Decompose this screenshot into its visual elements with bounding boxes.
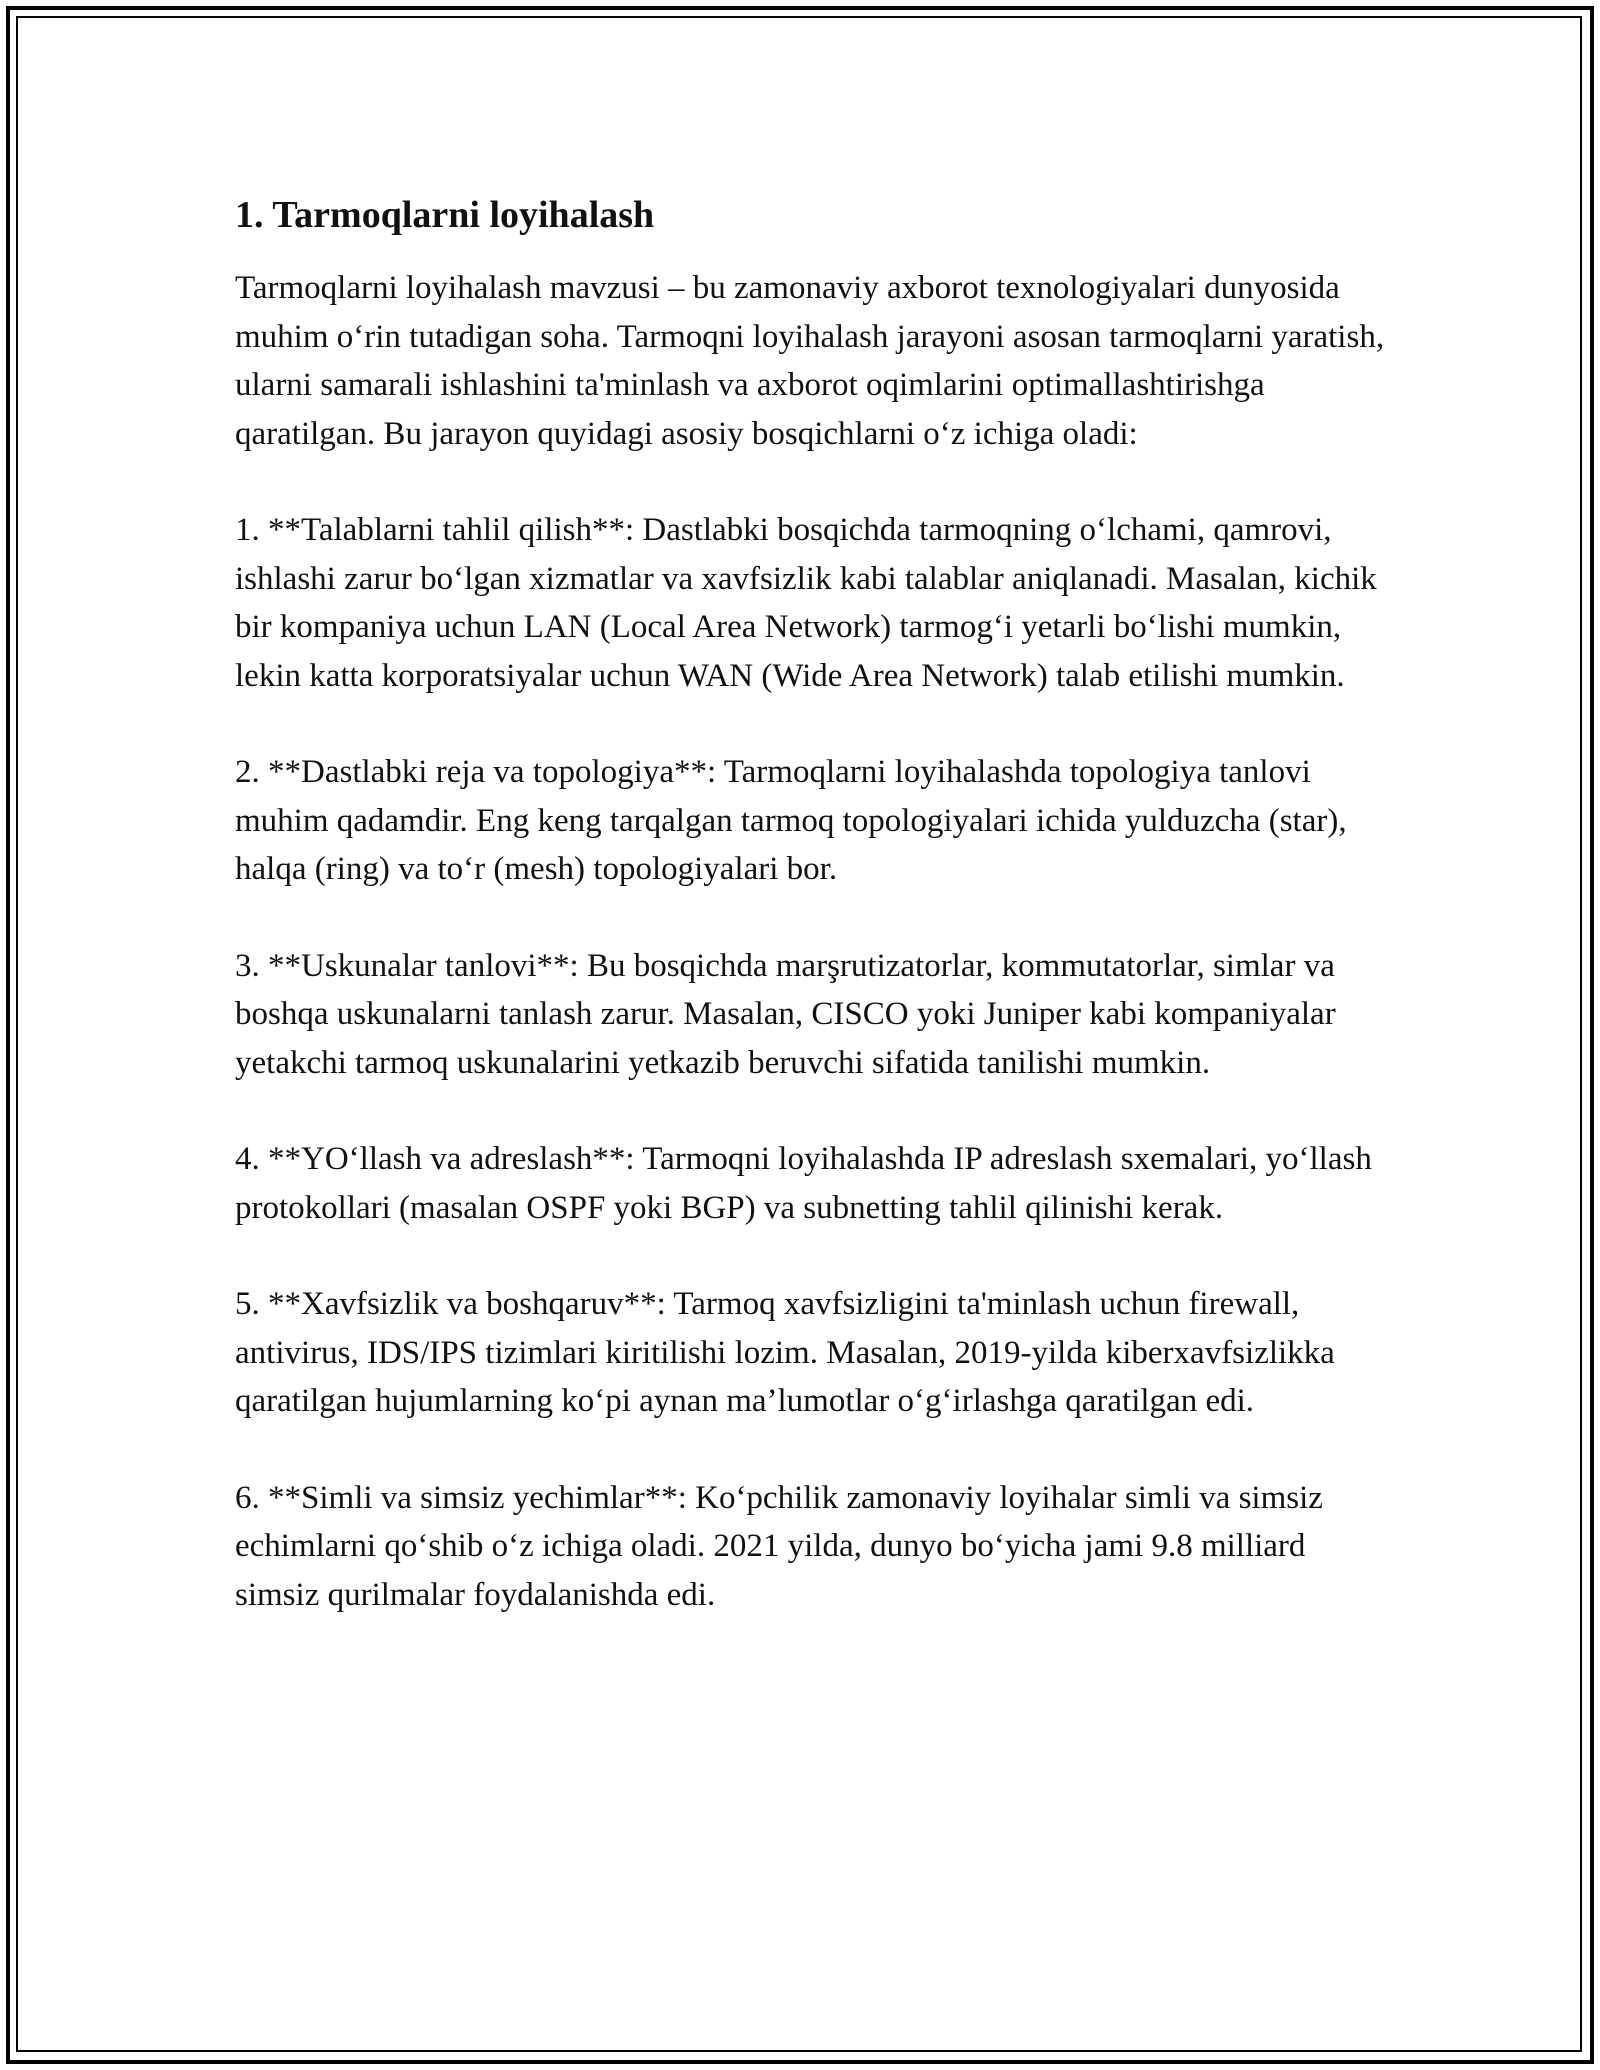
intro-paragraph: Tarmoqlarni loyihalash mavzusi – bu zamonaviy axborot texnologiyalari dunyosida muhim o‘rin tutadigan soha. Tarmoqni loyihalash jarayoni asosan tarmoqlarni yaratish, ularni samarali ishlashini ta'minlash va axborot oqimlarini optimallashtirishga qaratilgan. Bu jarayon quyidagi asosiy bosqichlarni o‘z ichiga oladi: bbox=[235, 270, 1385, 452]
list-item-equipment: 3. **Uskunalar tanlovi**: Bu bosqichda marşrutizatorlar, kommutatorlar, simlar va boshqa uskunalarni tanlash zarur. Masalan, CISCO yoki Juniper kabi kompaniyalar yetakchi tarmoq uskunalarini yetkazib beruvchi sifatida tanilishi mumkin. bbox=[235, 947, 1336, 1081]
document-body bbox=[235, 186, 1385, 1667]
list-item-topology: 2. **Dastlabki reja va topologiya**: Tarmoqlarni loyihalashda topologiya tanlovi muhim qadamdir. Eng keng tarqalgan tarmoq topologiyalari ichida yulduzcha (star), halqa (ring) va to‘r (mesh) topologiyalari bor. bbox=[235, 754, 1347, 887]
list-item-requirements: 1. **Talablarni tahlil qilish**: Dastlabki bosqichda tarmoqning o‘lchami, qamrovi, ishlashi zarur bo‘lgan xizmatlar va xavfsizlik kabi talablar aniqlanadi. Masalan, kichik bir kompaniya uchun LAN (Local Area Network) tarmog‘i yetarli bo‘lishi mumkin, lekin katta korporatsiyalar uchun WAN (Wide Area Network) talab etilishi mumkin. bbox=[235, 512, 1377, 694]
section-heading: 1. Tarmoqlarni loyihalash bbox=[235, 194, 655, 236]
list-item-security: 5. **Xavfsizlik va boshqaruv**: Tarmoq xavfsizligini ta'minlash uchun firewall, antivirus, IDS/IPS tizimlari kiritilishi lozim. Masalan, 2019-yilda kiberxavfsizlikka qaratilgan hujumlarning ko‘pi aynan ma’lumotlar o‘g‘irlashga qaratilgan edi. bbox=[235, 1286, 1335, 1419]
list-item-wireless: 6. **Simli va simsiz yechimlar**: Ko‘pchilik zamonaviy loyihalar simli va simsiz echimlarni qo‘shib o‘z ichiga oladi. 2021 yilda, dunyo bo‘yicha jami 9.8 milliard simsiz qurilmalar foydalanishda edi. bbox=[235, 1479, 1323, 1613]
list-item-routing: 4. **YO‘llash va adreslash**: Tarmoqni loyihalashda IP adreslash sxemalari, yo‘llash protokollari (masalan OSPF yoki BGP) va subnetting tahlil qilinishi kerak. bbox=[235, 1141, 1372, 1226]
